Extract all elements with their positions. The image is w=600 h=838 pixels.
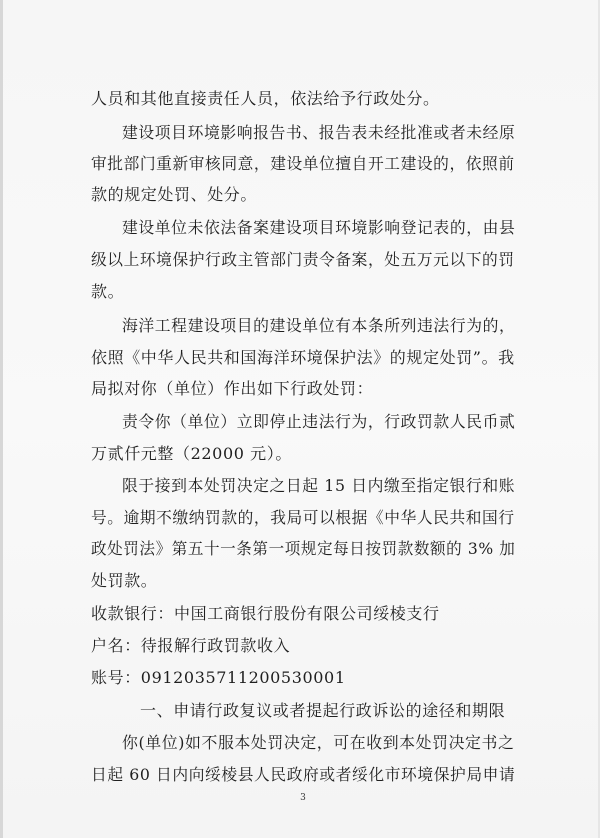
section-heading: 一、申请行政复议或者提起行政诉讼的途径和期限 — [140, 701, 506, 720]
text-line: 人员和其他直接责任人员，依法给予行政处分。 — [91, 89, 440, 108]
text-line: 款的规定处罚、处分。 — [91, 185, 258, 204]
text-line: 局拟对你（单位）作出如下行政处罚： — [91, 379, 374, 398]
text-line: 收款银行：中国工商银行股份有限公司绥棱支行 — [91, 604, 440, 623]
text-line: 万贰仟元整（22000 元）。 — [91, 444, 292, 463]
text-line: 号。逾期不缴纳罚款的，我局可以根据《中华人民共和国行 — [91, 508, 515, 527]
text-line: 依照《中华人民共和国海洋环境保护法》的规定处罚”。我 — [91, 348, 515, 367]
text-line: 级以上环境保护行政主管部门责令备案，处五万元以下的罚 — [91, 250, 515, 269]
text-line: 限于接到本处罚决定之日起 15 日内缴至指定银行和账 — [122, 476, 516, 495]
text-line: 款。 — [91, 282, 125, 301]
page-number: 3 — [300, 793, 306, 803]
text-line: 处罚款。 — [91, 571, 158, 590]
text-line: 你(单位)如不服本处罚决定，可在收到本处罚决定书之 — [122, 733, 515, 752]
text-line: 账号：0912035711200530001 — [91, 668, 346, 687]
text-line: 日起 60 日内向绥棱县人民政府或者绥化市环境保护局申请 — [91, 765, 516, 784]
text-line: 审批部门重新审核同意，建设单位擅自开工建设的，依照前 — [91, 154, 515, 173]
text-line: 建设单位未依法备案建设项目环境影响登记表的，由县 — [122, 218, 516, 237]
text-line: 海洋工程建设项目的建设单位有本条所列违法行为的， — [122, 316, 516, 335]
text-line: 建设项目环境影响报告书、报告表未经批准或者未经原 — [122, 123, 516, 142]
text-line: 户名：待报解行政罚款收入 — [91, 636, 291, 655]
text-line: 责令你（单位）立即停止违法行为，行政罚款人民币贰 — [122, 412, 516, 431]
text-line: 政处罚法》第五十一条第一项规定每日按罚款数额的 3% 加 — [91, 539, 516, 558]
